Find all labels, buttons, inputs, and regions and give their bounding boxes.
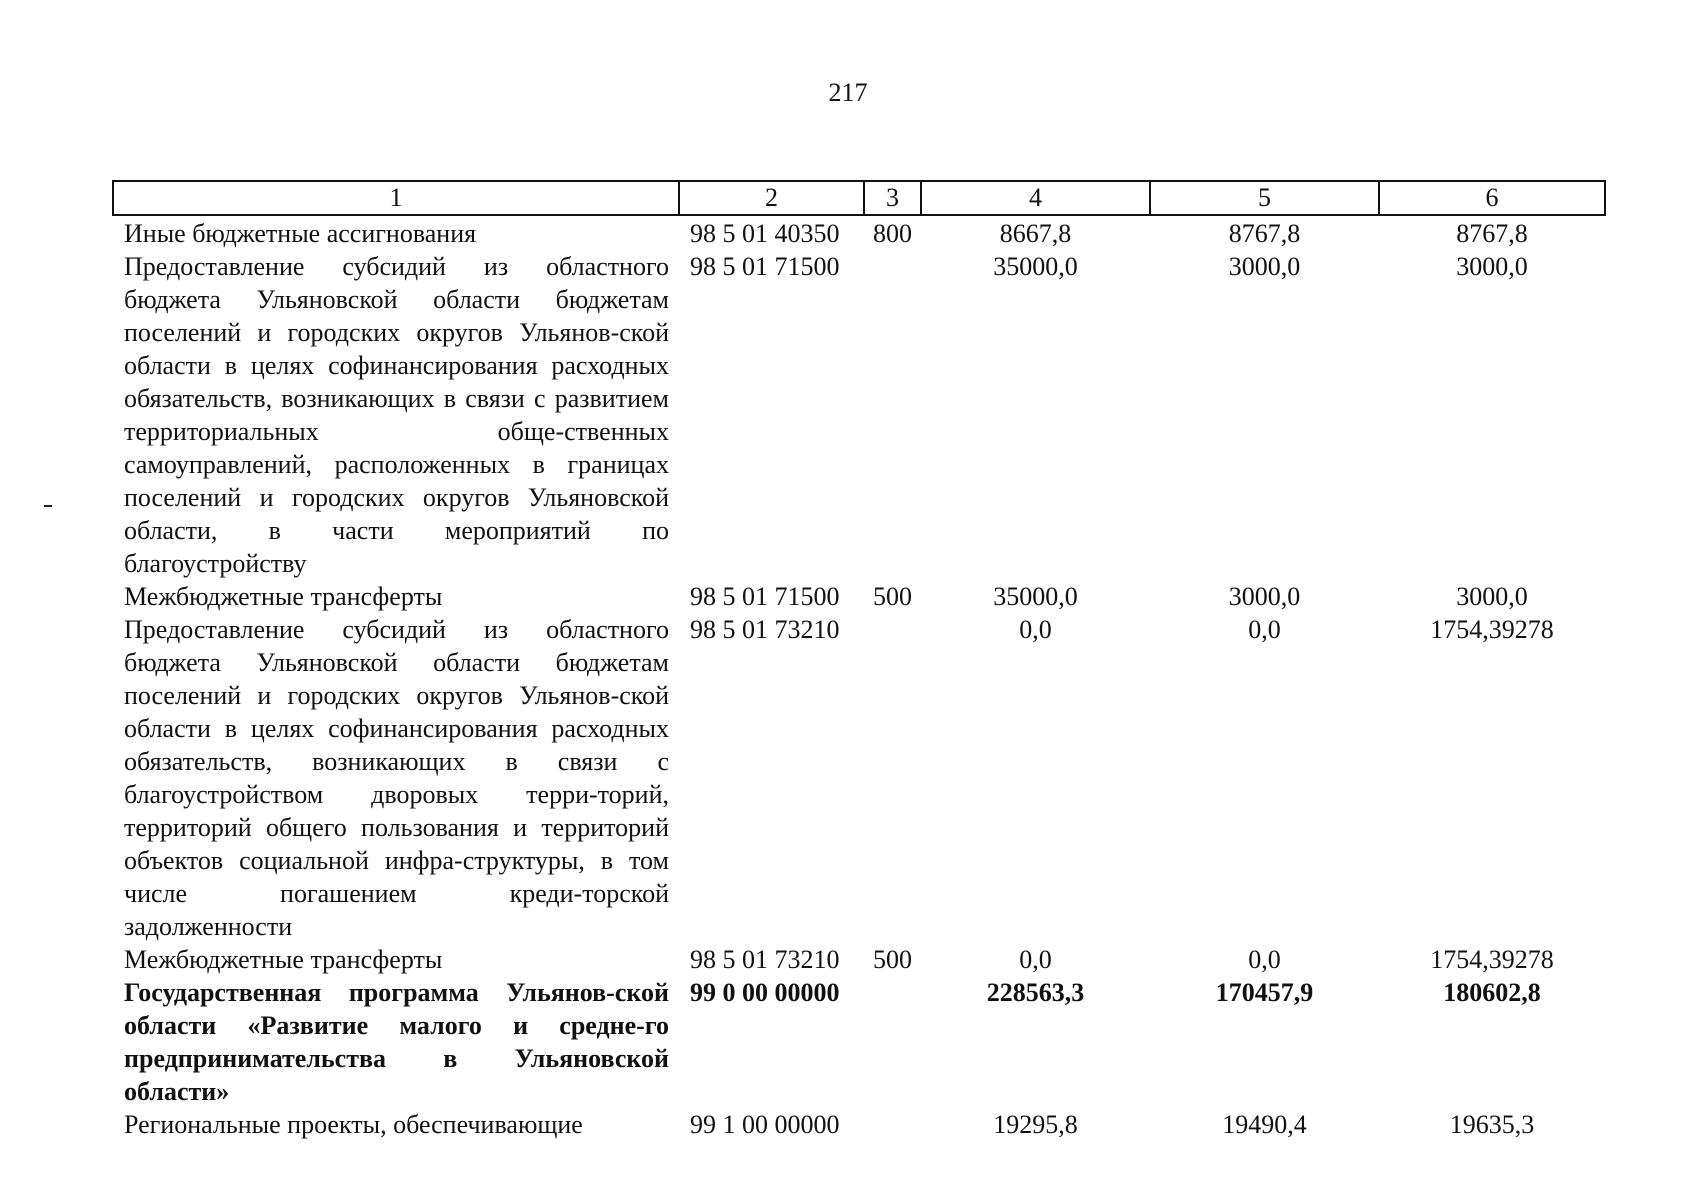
table-row	[113, 1108, 1605, 1141]
row-value-col4: 8667,8	[999, 219, 1072, 248]
row-expense-type	[864, 250, 921, 580]
row-target-code: 98 5 01 71500	[690, 582, 840, 611]
budget-table	[112, 180, 1606, 1141]
column-header-2: 2	[679, 181, 864, 215]
row-name: Межбюджетные трансферты	[124, 582, 443, 611]
row-value-col6: 8767,8	[1456, 219, 1528, 248]
row-value-col5: 19490,4	[1222, 1110, 1307, 1139]
row-name: Предоставление субсидий из областного бюджета Ульяновской области бюджетам поселений и городских округов Ульянов-ской области в целях софинансирования расходных обязательств, возникающих в связи с развитием территориальных обще-ственных самоуправлений, расположенных в границах поселений и городских округов Ульяновской области, в части мероприятий по благоустройству	[124, 252, 669, 578]
row-target-code: 98 5 01 73210	[690, 615, 840, 644]
row-expense-type	[864, 1108, 921, 1141]
table-header	[113, 181, 1605, 215]
table-row	[113, 613, 1605, 943]
row-target-code: 98 5 01 40350	[690, 219, 840, 248]
row-target-code: 99 1 00 00000	[690, 1110, 840, 1139]
row-value-col5: 0,0	[1248, 945, 1281, 974]
row-expense-type: 800	[873, 219, 912, 248]
row-value-col4: 35000,0	[993, 252, 1078, 281]
page-number: 217	[828, 78, 868, 107]
row-value-col4: 0,0	[1019, 615, 1052, 644]
row-expense-type: 500	[873, 582, 912, 611]
row-target-code: 98 5 01 73210	[690, 945, 840, 974]
column-header-1: 1	[113, 181, 679, 215]
row-value-col4: 19295,8	[993, 1110, 1078, 1139]
row-value-col5: 0,0	[1248, 615, 1281, 644]
table-body	[113, 215, 1605, 1141]
row-value-col6: 3000,0	[1456, 582, 1528, 611]
row-value-col5: 3000,0	[1228, 582, 1301, 611]
row-value-col4: 228563,3	[986, 978, 1085, 1007]
row-value-col4: 0,0	[1019, 945, 1052, 974]
row-name: Государственная программа Ульянов-ской области «Развитие малого и средне-го предпринимательства в Ульяновской области»	[124, 978, 669, 1106]
row-target-code: 99 0 00 00000	[690, 978, 840, 1007]
row-value-col5: 170457,9	[1215, 978, 1314, 1007]
row-value-col6: 19635,3	[1449, 1110, 1535, 1139]
row-expense-type	[864, 613, 921, 943]
row-value-col5: 8767,8	[1228, 219, 1301, 248]
table-row	[113, 943, 1605, 976]
table-row	[113, 580, 1605, 613]
row-value-col6: 3000,0	[1456, 252, 1528, 281]
row-value-col6: 1754,39278	[1430, 945, 1554, 974]
column-header-5: 5	[1150, 181, 1379, 215]
row-name: Региональные проекты, обеспечивающие	[124, 1110, 583, 1139]
column-header-4: 4	[921, 181, 1150, 215]
header-row	[113, 181, 1605, 215]
row-target-code: 98 5 01 71500	[690, 252, 840, 281]
row-name: Межбюджетные трансферты	[124, 945, 443, 974]
scan-mark	[44, 505, 52, 507]
row-expense-type: 500	[873, 945, 912, 974]
column-header-6: 6	[1379, 181, 1605, 215]
table-row	[113, 250, 1605, 580]
row-name: Предоставление субсидий из областного бюджета Ульяновской области бюджетам поселений и городских округов Ульянов-ской области в целях софинансирования расходных обязательств, возникающих в связи с благоустройством дворовых терри-торий, территорий общего пользования и территорий объектов социальной инфра-структуры, в том числе погашением креди-торской задолженности	[124, 615, 669, 941]
column-header-3: 3	[864, 181, 921, 215]
table-row	[113, 976, 1605, 1108]
row-value-col6: 180602,8	[1443, 978, 1541, 1007]
table-row	[113, 215, 1605, 250]
row-name: Иные бюджетные ассигнования	[124, 219, 477, 248]
row-value-col6: 1754,39278	[1430, 615, 1554, 644]
row-expense-type	[864, 976, 921, 1108]
row-value-col4: 35000,0	[993, 582, 1078, 611]
row-value-col5: 3000,0	[1228, 252, 1301, 281]
